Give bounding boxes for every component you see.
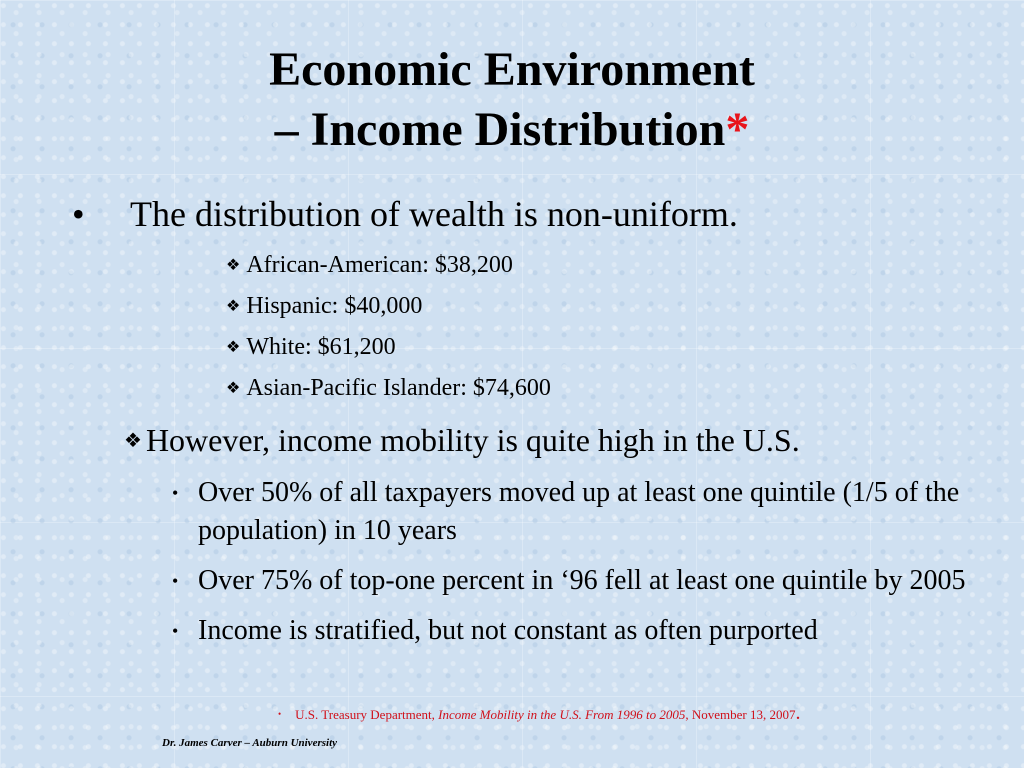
citation-date: , November 13, 2007 [685,707,796,722]
slide-title [0,40,1024,160]
group-income-text: Hispanic: $40,000 [246,293,423,319]
list-item [172,562,972,600]
main-bullet-text: The distribution of wealth is non-uniform. [130,194,738,234]
group-income-text: Asian-Pacific Islander: $74,600 [246,375,551,401]
list-item [226,250,551,291]
bullet-icon: • [72,194,85,234]
mobility-heading [124,418,800,463]
title-line-2 [0,100,1024,160]
title-line-1: Economic Environment [269,43,755,96]
group-income-text: African-American: $38,200 [246,252,513,278]
mobility-point-text: Income is stratified, but not constant as often purported [198,615,818,646]
mobility-point-text: Over 50% of all taxpayers moved up at least one quintile (1/5 of the population) in 10 years [198,477,960,546]
income-by-group-list [226,250,551,414]
title-asterisk: * [725,103,750,156]
citation-work-title: Income Mobility in the U.S. From 1996 to 2005 [438,707,686,722]
bullet-icon: • [172,483,179,503]
list-item [226,373,551,414]
diamond-bullet-icon: ❖ [226,339,241,356]
list-item [226,332,551,373]
diamond-bullet-icon: ❖ [226,380,241,397]
diamond-bullet-icon: ❖ [124,430,142,452]
title-line-2-text: – Income Distribution [274,103,726,156]
list-item [172,474,972,550]
slide-footer: Dr. James Carver – Auburn University [162,737,338,749]
bullet-icon: • [172,621,179,641]
diamond-bullet-icon: ❖ [226,298,241,315]
mobility-heading-text: However, income mobility is quite high in the U.S. [145,422,800,458]
list-item [226,291,551,332]
citation-source: U.S. Treasury Department, [295,707,439,722]
mobility-points-list [172,474,972,662]
mobility-point-text: Over 75% of top-one percent in ‘96 fell at least one quintile by 2005 [198,565,966,596]
list-item [172,612,972,650]
bullet-icon: • [278,709,282,719]
citation-period: . [795,702,801,724]
bullet-icon: • [172,571,179,591]
diamond-bullet-icon: ❖ [226,257,241,274]
group-income-text: White: $61,200 [246,334,396,360]
source-citation [278,702,800,725]
